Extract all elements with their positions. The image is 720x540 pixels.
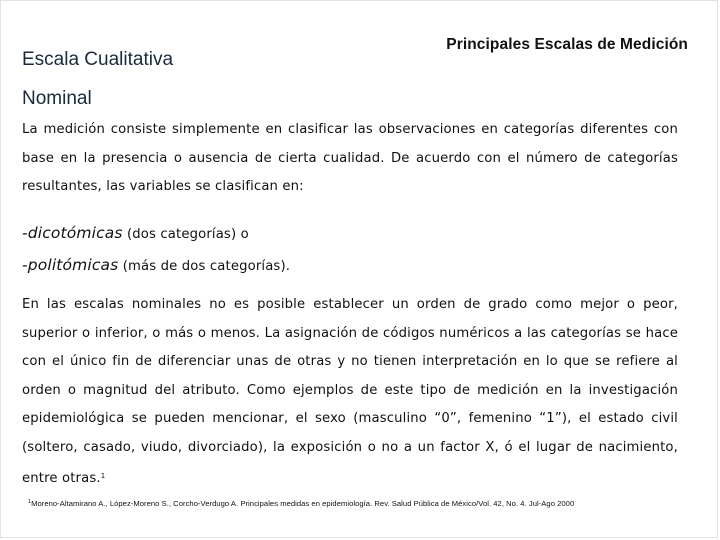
- footnote-marker: 1: [28, 499, 32, 505]
- paragraph-nominal-text: En las escalas nominales no es posible establecer un orden de grado como mejor o peor, superior o inferior, o más o menos. La asignación de códigos numéricos a las categorías se hace con el único fin de diferenciar unas de otras y no tienen interpretación en lo que se refiere al orden o magnitud del atributo. Como ejemplos de este tipo de medición en la investigación epidemiológica se pueden mencionar, el sexo (masculino “0”, femenino “1”), el estado civil (soltero, casado, viudo, divorciado), la exposición o no a un factor X, ó el lugar de nacimiento, entre otras.: [22, 297, 678, 486]
- paragraph-nominal-scales: [22, 291, 678, 494]
- section-heading: Nominal: [22, 88, 92, 109]
- slide-title: Principales Escalas de Medición: [446, 36, 688, 53]
- list-item-prefix: -: [22, 256, 28, 274]
- scale-heading: Escala Cualitativa: [22, 49, 174, 70]
- list-item-term: politómicas: [27, 256, 119, 274]
- list-item-polytomous: [22, 250, 678, 282]
- list-item-term: dicotómicas: [27, 224, 123, 242]
- paragraph-definition: La medición consiste simplemente en clasificar las observaciones en categorías diferentes con base en la presencia o ausencia de cierta cualidad. De acuerdo con el número de categorías resultantes, las variables se clasifican en:: [22, 122, 678, 194]
- list-item-note: (más de dos categorías).: [118, 259, 291, 274]
- footnote-reference: 1: [100, 472, 106, 480]
- list-item-note: (dos categorías) o: [122, 227, 249, 242]
- category-list: [22, 218, 678, 282]
- footnote-text: Moreno-Altamirano A., López-Moreno S., Corcho-Verdugo A. Principales medidas en epidemiología. Rev. Salud Pública de México/Vol. 42, No. 4. Jul-Ago 2000: [31, 499, 575, 508]
- list-item-dichotomous: [22, 218, 678, 250]
- footnote: [28, 499, 698, 508]
- list-item-prefix: -: [22, 224, 28, 242]
